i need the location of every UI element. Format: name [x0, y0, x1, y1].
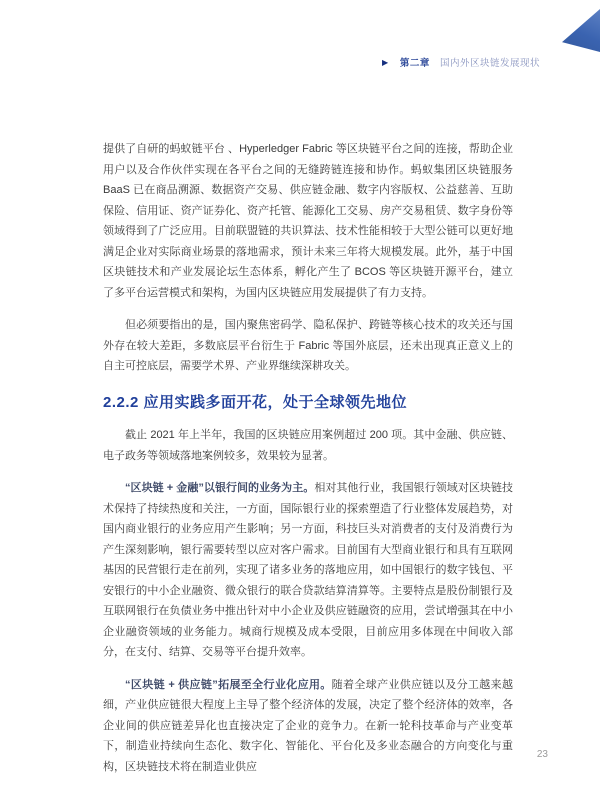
paragraph	[103, 425, 513, 466]
paragraph-text: 随着全球产业供应链以及分工越来越细，产业供应链很大程度上主导了整个经济体的发展，决定了整个经济体的效率，各企业间的供应链差异化也直接决定了企业的竞争力。在新一轮科技革命与产业变革下，制造业持续向生态化、数字化、智能化、平台化及多业态融合的方向变化与重构，区块链技术将在制造业供应	[103, 678, 513, 773]
paragraph-text: 提供了自研的蚂蚁链平台 、Hyperledger Fabric 等区块链平台之间的连接，帮助企业用户以及合作伙伴实现在各平台之间的无缝跨链连接和协作。蚂蚁集团区块链服务 BaaS 已在商品溯源、数据资产交易、供应链金融、数字内容版权、公益慈善、互助保险、信用证、资产证券化、资产托管、能源化工交易、房产交易租赁、数字身份等领域得到了广泛应用。目前联盟链的共识算法、技术性能相较于大型公链可以更好地满足企业对实际商业场景的落地需求，预计未来三年将大规模发展。此外，基于中国区块链技术和产业发展论坛生态体系，孵化产生了 BCOS 等区块链开源平台，建立了多平台运营模式和架构，为国内区块链应用发展提供了有力支持。	[103, 143, 513, 299]
chapter-title: 国内外区块链发展现状	[439, 58, 540, 69]
running-header	[0, 55, 540, 69]
paragraph-text: 截止 2021 年上半年，我国的区块链应用案例超过 200 项。其中金融、供应链、电子政务等领域落地案例较多，效果较为显著。	[103, 429, 513, 462]
chapter-marker-icon: ▶	[382, 58, 389, 67]
paragraph	[103, 315, 513, 377]
paragraph-text: 但必须要指出的是，国内聚焦密码学、隐私保护、跨链等核心技术的攻关还与国外存在较大差距，多数底层平台衍生于 Fabric 等国外底层，还未出现真正意义上的自主可控底层，需要学术界、产业界继续深耕攻关。	[103, 319, 513, 372]
paragraph-lead: “区块链 + 金融”以银行间的业务为主。	[125, 482, 315, 494]
section-heading: 2.2.2 应用实践多面开花，处于全球领先地位	[103, 393, 408, 411]
page-number: 23	[536, 749, 548, 760]
paragraph-lead: “区块链 + 供应链”拓展至全行业化应用。	[125, 678, 332, 691]
chapter-label: 第二章	[399, 58, 430, 69]
paragraph	[103, 139, 513, 303]
paragraph	[103, 478, 513, 663]
paragraph-text: 相对其他行业，我国银行领域对区块链技术保持了持续热度和关注，一方面，国际银行业的探索塑造了行业整体发展趋势，对国内商业银行的业务应用产生影响；另一方面，科技巨头对消费者的支付及消费行为产生深刻影响，银行需要转型以应对客户需求。目前国有大型商业银行和具有互联网基因的民营银行走在前列，实现了诸多业务的落地应用，如中国银行的数字钱包、平安银行的中小企业融资、微众银行的联合贷款结算清算等。主要特点是股份制银行及互联网银行在负债业务中推出针对中小企业及供应链融资的应用，尝试增强其在中小企业融资领域的业务能力。城商行规模及成本受限，目前应用多体现在中间收入部分，在支付、结算、交易等平台提升效率。	[103, 482, 513, 658]
paragraph	[103, 675, 513, 778]
body-text-block	[103, 139, 513, 789]
corner-triangle-decoration	[562, 9, 600, 52]
